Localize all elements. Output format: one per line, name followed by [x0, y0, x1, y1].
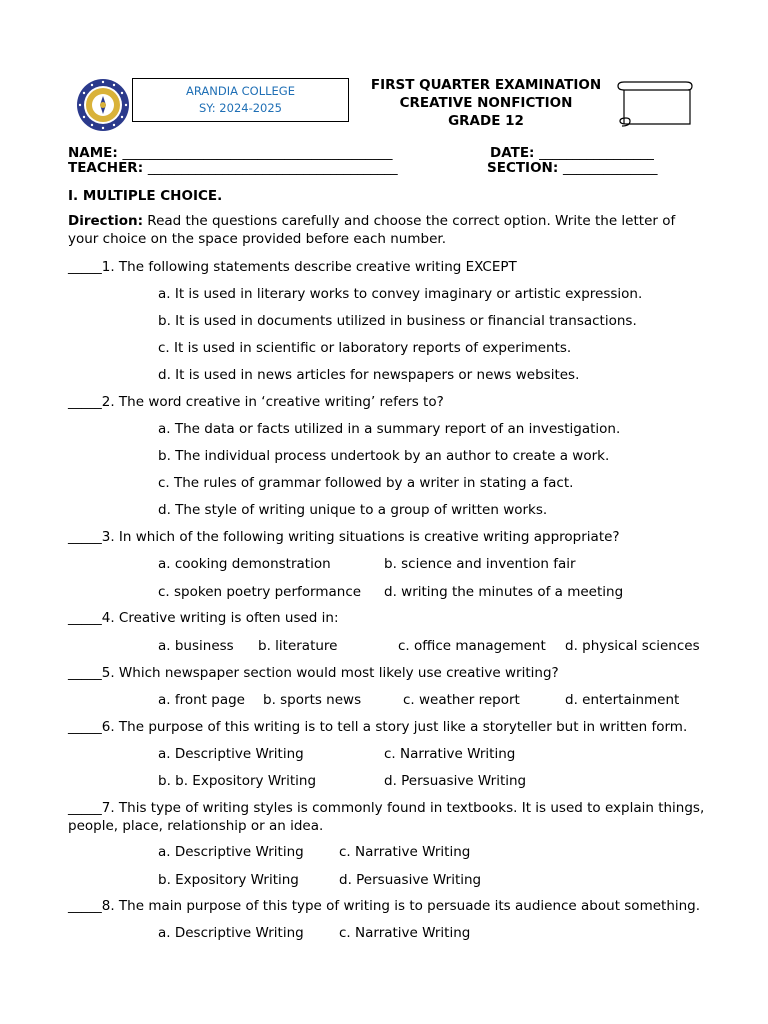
question-7: [68, 799, 718, 835]
q3-option-d: d. writing the minutes of a meeting: [384, 584, 624, 600]
q7-option-d: d. Persuasive Writing: [339, 872, 482, 888]
q3-option-a: a. cooking demonstration: [158, 556, 331, 572]
exam-title: FIRST QUARTER EXAMINATION: [370, 77, 602, 93]
q5-option-b: b. sports news: [263, 692, 362, 708]
date-label: DATE:: [490, 145, 535, 161]
date-line[interactable]: _________________: [539, 145, 654, 161]
answer-blank[interactable]: _____: [68, 394, 102, 410]
q8-option-a: a. Descriptive Writing: [158, 925, 304, 941]
question-6: [68, 718, 718, 736]
direction-paragraph: [68, 212, 708, 248]
q5-option-c: c. weather report: [403, 692, 520, 708]
q6-option-c: c. Narrative Writing: [384, 746, 516, 762]
name-field-row: [68, 145, 393, 161]
direction-text: Read the questions carefully and choose the correct option. Write the letter of your choice on the space provided before each number.: [68, 213, 676, 247]
section-line[interactable]: ______________: [562, 160, 658, 176]
teacher-line[interactable]: _____________________________________: [147, 160, 398, 176]
question-text: 7. This type of writing styles is commonly found in textbooks. It is used to explain things, people, place, relationship or an idea.: [68, 800, 705, 834]
answer-blank[interactable]: _____: [68, 800, 102, 816]
question-text: 1. The following statements describe creative writing EXCEPT: [101, 259, 517, 275]
q4-option-d: d. physical sciences: [565, 638, 700, 654]
q6-option-a: a. Descriptive Writing: [158, 746, 304, 762]
question-2: [68, 393, 718, 411]
answer-blank[interactable]: _____: [68, 719, 102, 735]
section-field-row: [487, 160, 657, 176]
q7-option-b: b. Expository Writing: [158, 872, 299, 888]
q1-option-c: c. It is used in scientific or laboratory reports of experiments.: [158, 340, 572, 356]
question-text: 8. The main purpose of this type of writing is to persuade its audience about something.: [101, 898, 701, 914]
question-5: [68, 664, 718, 682]
q7-option-c: c. Narrative Writing: [339, 844, 471, 860]
teacher-label: TEACHER:: [68, 160, 144, 176]
q4-option-b: b. literature: [258, 638, 338, 654]
scroll-icon: [612, 76, 696, 130]
college-info-box: [132, 78, 349, 122]
q3-option-c: c. spoken poetry performance: [158, 584, 362, 600]
exam-subject: CREATIVE NONFICTION: [399, 95, 573, 111]
q8-option-c: c. Narrative Writing: [339, 925, 471, 941]
answer-blank[interactable]: _____: [68, 259, 102, 275]
name-line[interactable]: ________________________________________: [122, 145, 393, 161]
q2-option-c: c. The rules of grammar followed by a writer in stating a fact.: [158, 475, 574, 491]
q4-option-c: c. office management: [398, 638, 546, 654]
question-3: [68, 528, 718, 546]
date-field-row: [490, 145, 654, 161]
section-label: SECTION:: [487, 160, 559, 176]
question-8: [68, 897, 718, 915]
exam-title-block: [355, 76, 617, 130]
q2-option-d: d. The style of writing unique to a group of written works.: [158, 502, 548, 518]
direction-label: Direction:: [68, 213, 144, 229]
exam-grade: GRADE 12: [448, 113, 524, 129]
question-text: 6. The purpose of this writing is to tell a story just like a storyteller but in written form.: [101, 719, 688, 735]
q6-option-d: d. Persuasive Writing: [384, 773, 527, 789]
question-text: 4. Creative writing is often used in:: [101, 610, 339, 626]
teacher-field-row: [68, 160, 398, 176]
question-text: 3. In which of the following writing situations is creative writing appropriate?: [101, 529, 620, 545]
q2-option-a: a. The data or facts utilized in a summary report of an investigation.: [158, 421, 621, 437]
question-text: 2. The word creative in ‘creative writing’ refers to?: [101, 394, 444, 410]
question-1: [68, 258, 718, 276]
q5-option-a: a. front page: [158, 692, 245, 708]
college-seal-icon: [76, 78, 130, 132]
school-year: SY: 2024-2025: [198, 101, 282, 115]
q5-option-d: d. entertainment: [565, 692, 680, 708]
q1-option-d: d. It is used in news articles for newspapers or news websites.: [158, 367, 580, 383]
question-text: 5. Which newspaper section would most likely use creative writing?: [101, 665, 559, 681]
q1-option-a: a. It is used in literary works to convey imaginary or artistic expression.: [158, 286, 643, 302]
answer-blank[interactable]: _____: [68, 898, 102, 914]
q4-option-a: a. business: [158, 638, 234, 654]
answer-blank[interactable]: _____: [68, 610, 102, 626]
answer-blank[interactable]: _____: [68, 529, 102, 545]
college-name: ARANDIA COLLEGE: [186, 84, 295, 98]
q2-option-b: b. The individual process undertook by an author to create a work.: [158, 448, 610, 464]
q7-option-a: a. Descriptive Writing: [158, 844, 304, 860]
answer-blank[interactable]: _____: [68, 665, 102, 681]
q6-option-b: b. b. Expository Writing: [158, 773, 317, 789]
q3-option-b: b. science and invention fair: [384, 556, 576, 572]
question-4: [68, 609, 718, 627]
name-label: NAME:: [68, 145, 118, 161]
q1-option-b: b. It is used in documents utilized in business or financial transactions.: [158, 313, 637, 329]
section-title: I. MULTIPLE CHOICE.: [68, 188, 223, 204]
